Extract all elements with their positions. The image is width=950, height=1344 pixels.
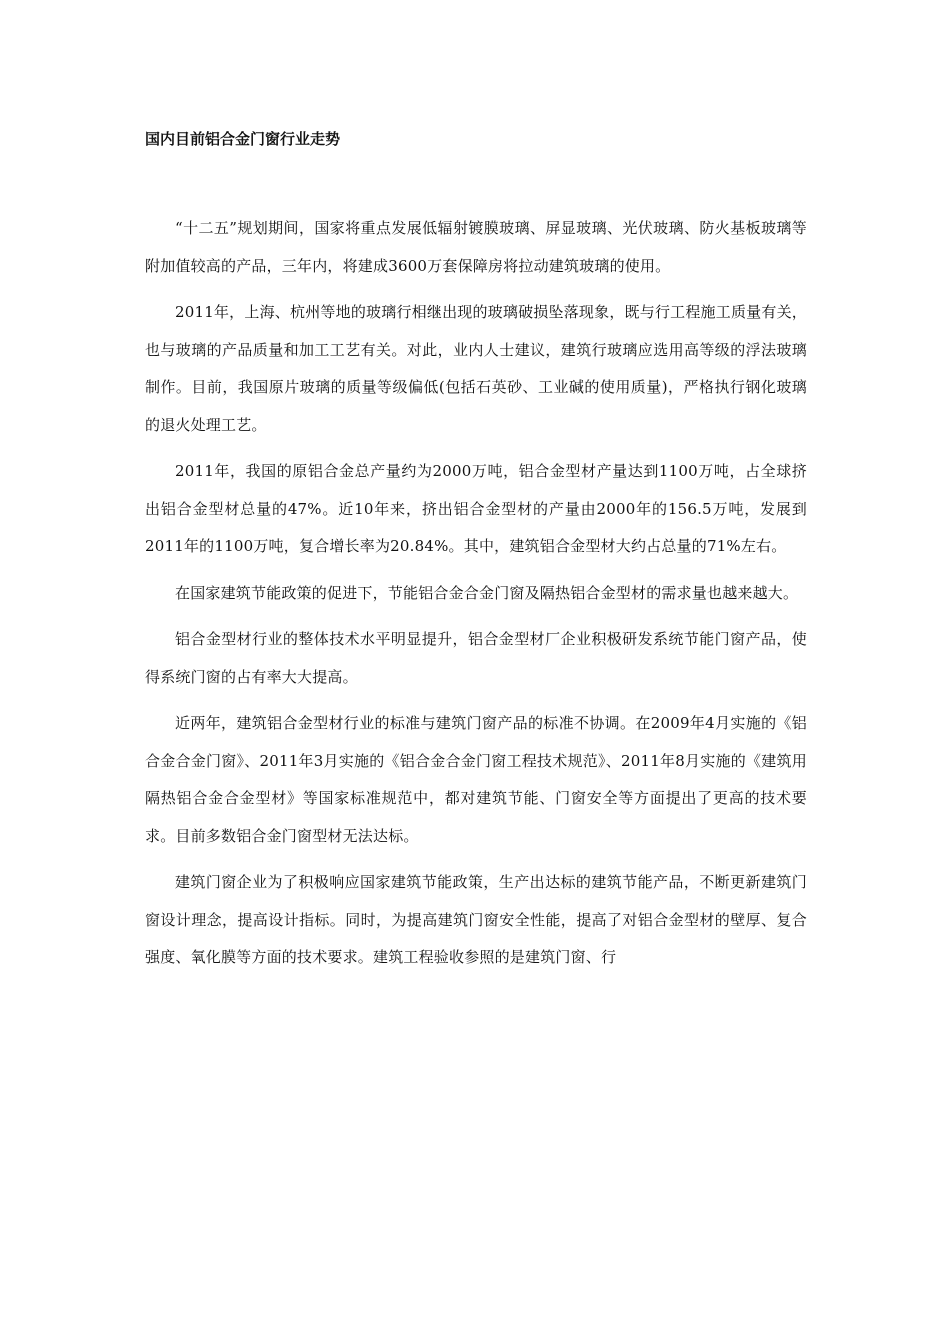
paragraph-1: “十二五”规划期间，国家将重点发展低辐射镀膜玻璃、屏显玻璃、光伏玻璃、防火基板玻璃等附加值较高的产品，三年内，将建成3600万套保障房将拉动建筑玻璃的使用。	[145, 219, 807, 275]
document-body	[145, 210, 807, 986]
paragraph-4: 在国家建筑节能政策的促进下，节能铝合金合金门窗及隔热铝合金型材的需求量也越来越大。	[175, 583, 799, 602]
paragraph-6: 近两年，建筑铝合金型材行业的标准与建筑门窗产品的标准不协调。在2009年4月实施的《铝合金合金门窗》、2011年3月实施的《铝合金合金门窗工程技术规范》、2011年8月实施的《建筑用隔热铝合金合金型材》等国家标准规范中，都对建筑节能、门窗安全等方面提出了更高的技术要求。目前多数铝合金门窗型材无法达标。	[145, 714, 807, 845]
paragraph-5: 铝合金型材行业的整体技术水平明显提升，铝合金型材厂企业积极研发系统节能门窗产品，使得系统门窗的占有率大大提高。	[145, 630, 807, 686]
paragraph-3: 2011年，我国的原铝合金总产量约为2000万吨，铝合金型材产量达到1100万吨，占全球挤出铝合金型材总量的47%。近10年来，挤出铝合金型材的产量由2000年的156.5万吨，发展到2011年的1100万吨，复合增长率为20.84%。其中，建筑铝合金型材大约占总量的71%左右。	[145, 462, 807, 555]
document-title: 国内目前铝合金门窗行业走势	[145, 130, 341, 148]
paragraph-2: 2011年，上海、杭州等地的玻璃行相继出现的玻璃破损坠落现象，既与行工程施工质量有关，也与玻璃的产品质量和加工工艺有关。对此，业内人士建议，建筑行玻璃应选用高等级的浮法玻璃制作。目前，我国原片玻璃的质量等级偏低(包括石英砂、工业碱的使用质量)，严格执行钢化玻璃的退火处理工艺。	[145, 303, 807, 434]
paragraph-7: 建筑门窗企业为了积极响应国家建筑节能政策，生产出达标的建筑节能产品，不断更新建筑门窗设计理念，提高设计指标。同时，为提高建筑门窗安全性能，提高了对铝合金型材的壁厚、复合强度、氧化膜等方面的技术要求。建筑工程验收参照的是建筑门窗、行	[145, 873, 807, 966]
